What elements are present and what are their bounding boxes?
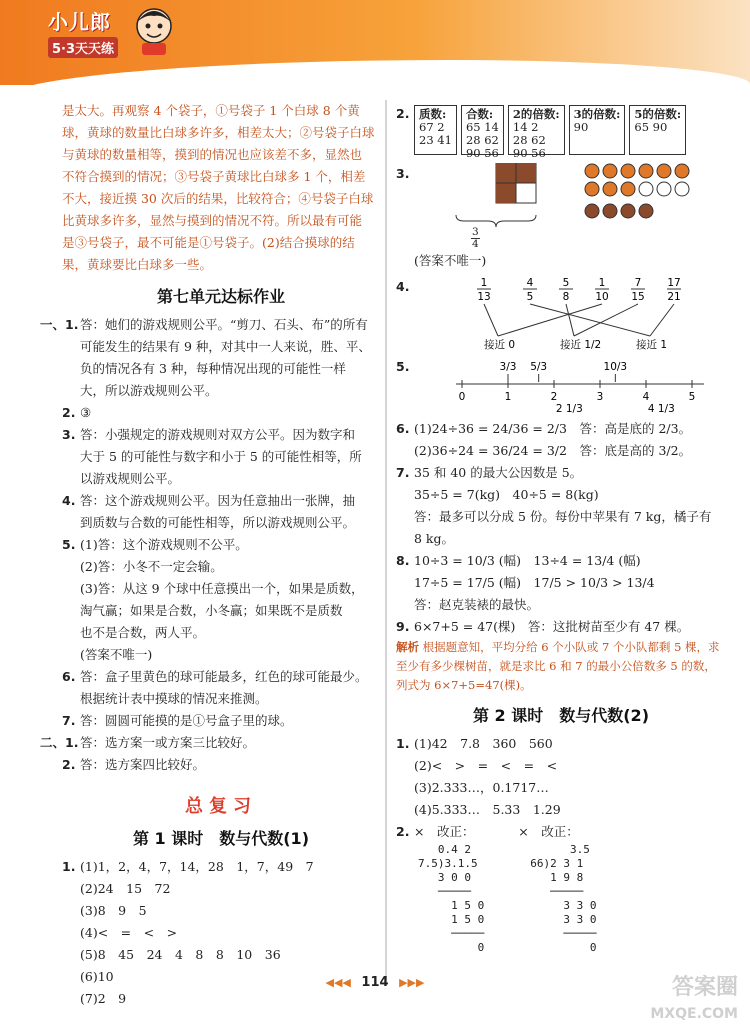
answer-number: 2.	[396, 824, 410, 839]
answer-number	[62, 380, 80, 402]
circle-filled	[585, 182, 599, 196]
matching-line	[498, 304, 602, 336]
tick-label: 0	[458, 391, 466, 403]
answer-text: (1)42 7.8 360 560	[414, 736, 553, 751]
answer-line	[62, 856, 380, 878]
intro-line: 球，黄球的数量比白球多许多，相差太大；②号袋子白球	[62, 125, 375, 140]
q6-number: 6.	[396, 421, 410, 436]
left-column	[40, 100, 380, 1010]
long-division-2: 3.5 66)2 3 1 1 9 8 ───── 3 3 0 3 3 0 ───── 0	[530, 843, 597, 954]
answer-line	[62, 490, 380, 512]
answer-number: 7.	[62, 713, 76, 728]
answer-line	[62, 900, 380, 922]
answer-text: (5)8 45 24 4 8 8 10 36	[80, 947, 281, 962]
answer-number	[62, 988, 80, 1010]
box-title: 2的倍数:	[512, 107, 560, 121]
intro-paragraph	[62, 100, 380, 276]
tick-label: 3	[596, 391, 604, 403]
fraction-denominator: 15	[631, 291, 645, 303]
intro-line: 是③号袋子，最不可能是①号袋子。(2)结合摸球的结	[62, 235, 355, 250]
box-title: 5的倍数:	[634, 107, 682, 121]
matching-line	[484, 304, 498, 336]
analysis-label: 解析	[396, 640, 419, 654]
tick-label: 1	[504, 391, 512, 403]
logo-subtitle: 5·3天天练	[48, 37, 118, 58]
answer-text: 大，所以游戏规则公平。	[80, 383, 218, 398]
q8-number: 8.	[396, 553, 410, 568]
intro-line: 不符合摸到的情况；③号袋子黄球比白球多 1 个，相差	[62, 169, 366, 184]
answer-text: 大于 5 的可能性与数字和小于 5 的可能性相等，所	[80, 449, 362, 464]
fraction-numerator: 7	[634, 277, 642, 289]
circle-filled	[675, 164, 689, 178]
column-divider	[385, 100, 387, 980]
circle-filled	[603, 164, 617, 178]
q7-line0: 35 和 40 的最大公因数是 5。	[414, 465, 583, 480]
q3-note: (答案不唯一)	[414, 253, 487, 268]
watermark-line2: MXQE.COM	[650, 1006, 738, 1022]
tick-label: 4	[642, 391, 650, 403]
answer-line	[62, 380, 380, 402]
circle-filled	[585, 204, 599, 218]
answer-line	[62, 944, 380, 966]
q5	[396, 356, 726, 414]
answer-number	[62, 600, 80, 622]
logo-title: 小儿郎	[48, 10, 111, 34]
header-banner	[0, 0, 750, 85]
q4-number: 4.	[396, 279, 410, 294]
intro-line: 果，黄球要比白球多一些。	[62, 257, 213, 272]
q5-number: 5.	[396, 359, 410, 374]
intro-line: 与黄球的数量相等，摸到的情况也应该差不多，显然也	[62, 147, 363, 162]
box-row: 28 62	[465, 133, 499, 147]
answer-line	[62, 468, 380, 490]
answer-text: 以游戏规则公平。	[80, 471, 181, 486]
fraction-numerator: 5	[562, 277, 570, 289]
brace	[456, 215, 536, 227]
answer-line	[396, 799, 726, 821]
watermark	[650, 975, 738, 1027]
long-division-group	[418, 843, 726, 955]
answer-number	[62, 922, 80, 944]
answer-number	[62, 878, 80, 900]
answer-number	[62, 644, 80, 666]
right-arrows: ▶▶▶	[399, 976, 425, 989]
q6-line2: (2)36÷24 = 36/24 = 3/2 答：底是高的 3/2。	[414, 443, 692, 458]
q8	[396, 550, 726, 572]
q7-line3: 8 kg。	[414, 531, 455, 546]
fraction-denominator: 13	[477, 291, 491, 303]
answer-line	[62, 534, 380, 556]
answer-text: 也不是合数，两人平。	[80, 625, 206, 640]
q9-analysis	[396, 638, 726, 695]
box-row: 14 2	[512, 120, 539, 134]
unit-answers	[40, 314, 380, 776]
category-box	[414, 105, 457, 155]
answer-line	[62, 710, 380, 732]
q2-number: 2.	[396, 106, 410, 121]
answer-number	[62, 468, 80, 490]
answer-number: 3.	[62, 427, 76, 442]
answer-number	[62, 336, 80, 358]
header-wave	[0, 60, 750, 100]
logo	[48, 6, 118, 58]
q9	[396, 616, 726, 638]
circle-filled	[603, 182, 617, 196]
q7-line1: 35÷5 = 7(kg) 40÷5 = 8(kg)	[414, 487, 599, 502]
answer-line	[62, 754, 380, 776]
answer-text: (答案不唯一)	[80, 647, 153, 662]
answer-text: 可能发生的结果有 9 种，对其中一人来说，胜、平、	[80, 339, 371, 354]
answer-text: × 改正： × 改正：	[414, 824, 579, 839]
box-row: 90 56	[465, 146, 499, 160]
answer-number: 一、1.	[40, 317, 79, 332]
answer-text: 答：她们的游戏规则公平。“剪刀、石头、布”的所有	[80, 317, 368, 332]
answer-number: 2.	[62, 757, 76, 772]
answer-line	[62, 358, 380, 380]
answer-number	[396, 755, 414, 777]
answer-number: 1.	[396, 736, 410, 751]
answer-line	[62, 644, 380, 666]
tick-label: 5	[688, 391, 696, 403]
answer-line	[396, 755, 726, 777]
target-label: 接近 1	[636, 339, 668, 351]
answer-number	[62, 578, 80, 600]
answer-text: (1)答：这个游戏规则不公平。	[80, 537, 248, 552]
box-row: 90 56	[512, 146, 546, 160]
circle-filled	[621, 182, 635, 196]
answer-text: 答：选方案四比较好。	[80, 757, 206, 772]
fraction-numerator: 17	[667, 277, 681, 289]
category-box	[508, 105, 565, 160]
q3-number: 3.	[396, 166, 410, 181]
answer-text: (7)2 9	[80, 991, 127, 1006]
answer-number: 4.	[62, 493, 76, 508]
answer-line	[62, 988, 380, 1010]
q8-line0: 10÷3 = 10/3 (幅) 13÷4 = 13/4 (幅)	[414, 553, 641, 568]
q6	[396, 418, 726, 440]
lesson1-title: 第 1 课时 数与代数(1)	[132, 829, 310, 848]
q5-number-line	[414, 356, 714, 414]
circle-filled	[585, 164, 599, 178]
answer-text: 答：这个游戏规则公平。因为任意抽出一张牌，抽	[80, 493, 356, 508]
answer-text: 答：选方案一或方案三比较好。	[80, 735, 256, 750]
circle-filled	[621, 204, 635, 218]
top-mark-label: 5/3	[530, 361, 548, 373]
fraction-numerator: 1	[480, 277, 488, 289]
answer-number	[62, 900, 80, 922]
lesson2-answers	[396, 733, 726, 843]
answer-text: (3)2.333…，0.1717…	[414, 780, 549, 795]
answer-text: (2)24 15 72	[80, 881, 171, 896]
answer-text: 答：圆圆可能摸的是①号盒子里的球。	[80, 713, 293, 728]
bottom-mark-label: 4 1/3	[647, 403, 675, 414]
top-mark-label: 3/3	[499, 361, 517, 373]
answer-number	[396, 777, 414, 799]
long-division-1: 0.4 2 7.5)3.1.5 3 0 0 ───── 1 5 0 1 5 0 ───── 0	[418, 843, 485, 954]
answer-text: (6)10	[80, 969, 114, 984]
grid-square	[496, 163, 536, 203]
q9-line: 6×7+5 = 47(棵) 答：这批树苗至少有 47 棵。	[414, 619, 690, 634]
answer-text: (4)5.333… 5.33 1.29	[414, 802, 561, 817]
circles-group	[585, 164, 689, 218]
intro-line: 比黄球多许多，显然与摸到的情况不符。所以最有可能	[62, 213, 363, 228]
circle-filled	[621, 164, 635, 178]
answer-line	[40, 314, 380, 336]
box-title: 3的倍数:	[573, 107, 621, 121]
page-footer	[0, 975, 750, 990]
matching-line	[530, 304, 650, 336]
circle-filled	[657, 164, 671, 178]
fraction-denominator: 5	[526, 291, 534, 303]
answer-number: 5.	[62, 537, 76, 552]
answer-text: 到质数与合数的可能性相等，所以游戏规则公平。	[80, 515, 356, 530]
box-row: 28 62	[512, 133, 546, 147]
circle-filled	[639, 204, 653, 218]
q9-number: 9.	[396, 619, 410, 634]
page-number: 114	[361, 975, 389, 990]
matching-line	[566, 304, 574, 336]
answer-line	[396, 733, 726, 755]
answer-text: (1)1，2，4，7，14，28 1，7，49 7	[80, 859, 314, 874]
box-row: 23 41	[419, 133, 452, 147]
q7	[396, 462, 726, 484]
box-row: 65 14	[465, 120, 499, 134]
tick-label: 2	[550, 391, 558, 403]
review-title: 总复习	[185, 796, 257, 817]
q4-matching	[414, 276, 704, 356]
answer-line	[62, 878, 380, 900]
q7-number: 7.	[396, 465, 410, 480]
q6-line1: (1)24÷36 = 24/36 = 2/3 答：高是底的 2/3。	[414, 421, 692, 436]
box-row: 90	[573, 120, 589, 134]
intro-line: 不大，接近摸 30 次后的结果，比较符合；④号袋子白球	[62, 191, 374, 206]
lesson2-title: 第 2 课时 数与代数(2)	[472, 706, 650, 725]
circle-empty	[639, 182, 653, 196]
answer-text: 答：盒子里黄色的球可能最多，红色的球可能最少。	[80, 669, 368, 684]
answer-text: (2)< > = < = <	[414, 758, 558, 773]
answer-line	[396, 777, 726, 799]
watermark-line1: 答案圈	[671, 975, 738, 1000]
top-mark-label: 10/3	[603, 361, 628, 373]
box-row: 67 2	[419, 120, 445, 134]
answer-number	[396, 799, 414, 821]
answer-number	[62, 688, 80, 710]
answer-line	[62, 666, 380, 688]
fraction-numerator: 4	[526, 277, 534, 289]
answer-line	[62, 424, 380, 446]
answer-text: 负的情况各有 3 种，每种情况出现的可能性一样	[80, 361, 346, 376]
answer-line	[62, 922, 380, 944]
category-box	[629, 105, 686, 155]
answer-number	[62, 358, 80, 380]
fraction-denominator: 8	[562, 291, 570, 303]
q8-line2: 答：赵克装裱的最快。	[414, 597, 540, 612]
answer-number	[62, 512, 80, 534]
circle-filled	[603, 204, 617, 218]
answer-line	[396, 821, 726, 843]
fraction-numerator: 1	[598, 277, 606, 289]
target-label: 接近 0	[484, 339, 516, 351]
answer-text: 根据统计表中摸球的情况来推测。	[80, 691, 268, 706]
right-column	[396, 103, 726, 955]
answer-number	[62, 556, 80, 578]
answer-line	[40, 732, 380, 754]
answer-number: 1.	[62, 859, 76, 874]
box-title: 质数:	[419, 107, 447, 121]
answer-line	[62, 578, 380, 600]
matching-line	[650, 304, 674, 336]
circle-empty	[657, 182, 671, 196]
matching-line	[574, 304, 638, 336]
answer-number: 6.	[62, 669, 76, 684]
answer-line	[62, 600, 380, 622]
answer-text: (3)答：从这 9 个球中任意摸出一个，如果是质数，	[80, 581, 364, 596]
answer-text: (2)答：小冬不一定会输。	[80, 559, 223, 574]
circle-empty	[675, 182, 689, 196]
category-box	[461, 105, 504, 160]
fraction-denominator: 21	[667, 291, 681, 303]
q7-line2: 答：最多可以分成 5 份。每份中苹果有 7 kg，橘子有	[414, 509, 712, 524]
mascot-icon	[132, 4, 176, 56]
answer-number	[62, 446, 80, 468]
fraction-denominator: 10	[595, 291, 609, 303]
answer-number	[62, 944, 80, 966]
left-arrows: ◀◀◀	[325, 976, 351, 989]
q8-line1: 17÷5 = 17/5 (幅) 17/5 > 10/3 > 13/4	[414, 575, 655, 590]
answer-line	[62, 446, 380, 468]
answer-number: 2.	[62, 405, 76, 420]
unit-title: 第七单元达标作业	[156, 287, 285, 306]
answer-number: 二、1.	[40, 735, 79, 750]
answer-text: (4)< = < >	[80, 925, 178, 940]
answer-text: 淘气赢；如果是合数，小冬赢；如果既不是质数	[80, 603, 343, 618]
answer-line	[62, 336, 380, 358]
circle-filled	[639, 164, 653, 178]
answer-text: ③	[80, 405, 92, 420]
analysis-text: 根据题意知，平均分给 6 个小队或 7 个小队都剩 5 棵，求至少有多少棵树苗，就是求比 6 和 7 的最小公倍数多 5 的数，列式为 6×7+5=47(棵)。	[396, 640, 720, 692]
answer-number	[62, 622, 80, 644]
answer-line	[62, 402, 380, 424]
answer-text: 答：小强规定的游戏规则对双方公平。因为数字和	[80, 427, 356, 442]
answer-text: (3)8 9 5	[80, 903, 147, 918]
category-box	[569, 105, 626, 155]
answer-line	[62, 556, 380, 578]
answer-line	[62, 512, 380, 534]
answer-line	[62, 688, 380, 710]
q4	[396, 276, 726, 356]
brace-label: $\frac{3}{4}$	[472, 226, 479, 250]
target-label: 接近 1/2	[560, 339, 602, 351]
intro-line: 是太大。再观察 4 个袋子，①号袋子 1 个白球 8 个黄	[62, 103, 360, 118]
box-row: 65 90	[634, 120, 668, 134]
answer-line	[62, 622, 380, 644]
bottom-mark-label: 2 1/3	[555, 403, 583, 414]
box-title: 合数:	[465, 107, 494, 121]
q2-boxes	[414, 105, 726, 160]
